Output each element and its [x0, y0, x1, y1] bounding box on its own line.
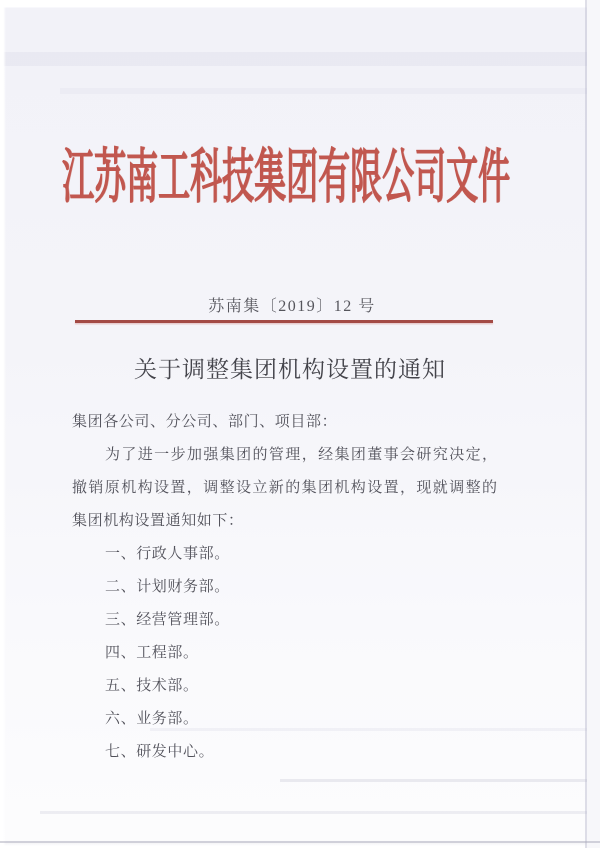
list-item: 三、经营管理部。: [105, 612, 230, 628]
scan-edge-right: [587, 0, 600, 848]
scan-streak: [280, 779, 600, 782]
document-number: 苏南集〔2019〕12 号: [208, 298, 376, 315]
scan-streak: [40, 811, 600, 814]
scan-edge-left: [0, 0, 6, 848]
body-line: 撤销原机构设置，调整设立新的集团机构设置，现就调整的: [72, 480, 497, 496]
list-item: 四、工程部。: [105, 645, 199, 661]
salutation-line: 集团各公司、分公司、部门、项目部：: [72, 414, 338, 430]
list-item: 五、技术部。: [105, 678, 199, 694]
list-item: 一、行政人事部。: [105, 546, 230, 562]
scan-edge-bottom-line: [0, 841, 600, 843]
scan-streak: [60, 88, 600, 94]
letterhead-rule: [75, 320, 493, 323]
document-body: [72, 406, 497, 769]
letterhead-title: 江苏南工科技集团有限公司文件: [61, 143, 510, 210]
body-line: 集团机构设置通知如下：: [72, 513, 244, 529]
list-item: 七、研发中心。: [105, 744, 215, 760]
body-line: 为了进一步加强集团的管理，经集团董事会研究决定，: [105, 447, 497, 463]
document-title: 关于调整集团机构设置的通知: [134, 357, 446, 382]
scan-streak: [0, 52, 600, 66]
list-item: 六、业务部。: [105, 711, 199, 727]
list-item: 二、计划财务部。: [105, 579, 230, 595]
